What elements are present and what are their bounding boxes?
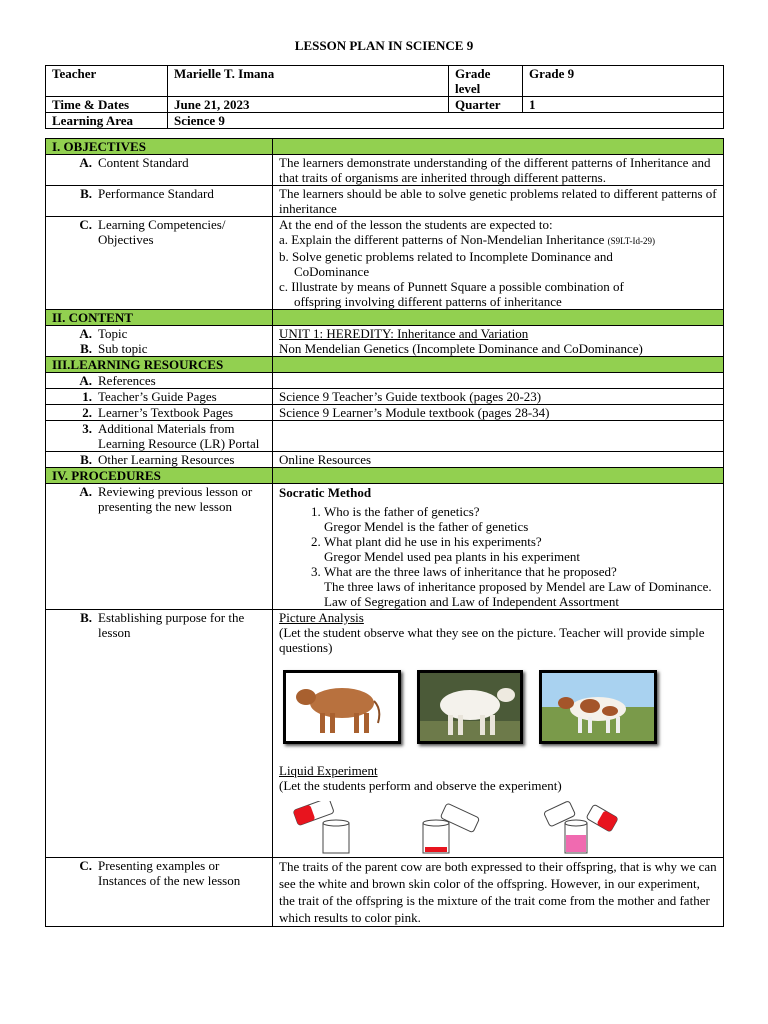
presenting-examples-label: Presenting examples or Instances of the new lesson [98,858,241,888]
item-key: B. [80,610,92,625]
area-label: Learning Area [46,113,168,129]
competency-a: a. Explain the different patterns of Non-Mendelian Inheritance [279,232,605,247]
spotted-cow-image [539,670,657,744]
item-key: A. [79,484,92,499]
liquid-experiment-title: Liquid Experiment [279,763,378,778]
question-list [279,504,717,609]
item-key: 3. [82,421,92,436]
grade-value: Grade 9 [523,66,724,97]
teachers-guide-label: Teacher’s Guide Pages [98,389,217,404]
subtopic-label: Sub topic [98,341,148,356]
item-key: B. [80,452,92,467]
teacher-value: Marielle T. Imana [168,66,449,97]
topic-label: Topic [98,326,128,341]
item-key: C. [79,217,92,232]
content-standard-text: The learners demonstrate understanding of the different patterns of Inheritance and that traits of organisms are inherited through different patterns. [273,155,724,186]
learners-textbook-label: Learner’s Textbook Pages [98,405,234,420]
area-value: Science 9 [168,113,724,129]
content-heading: II. CONTENT [46,310,273,326]
teachers-guide-text: Science 9 Teacher’s Guide textbook (pages 20-23) [273,389,724,405]
item-key: B. [80,186,92,201]
presenting-examples-text: The traits of the parent cow are both expressed to their offspring, that is why we can see the white and brown skin color of the offspring. However, in our experiment, the trait of the offspring is the mixture of the trait come from the mother and father which results to color pink. [273,858,724,927]
procedures-heading-row [46,468,724,484]
competency-c: c. Illustrate by means of Punnett Square a possible combination of [279,279,624,294]
competency-c-cont: offspring involving different patterns of inheritance [294,294,562,309]
picture-analysis-text: (Let the student observe what they see on the picture. Teacher will provide simple questions) [279,625,705,655]
resources-heading: III.LEARNING RESOURCES [46,357,273,373]
question-item: 2. What plant did he use in his experiments? Gregor Mendel used pea plants in his experiment [324,534,717,564]
competencies-text [273,217,724,310]
question-item: 1. Who is the father of genetics? Gregor Mendel is the father of genetics [324,504,717,534]
picture-analysis-title: Picture Analysis [279,610,364,625]
cow-pictures [283,670,717,745]
white-cow-image [417,670,523,744]
question-item: 3. What are the three laws of inheritance that he proposed? The three laws of inheritance proposed by Mendel are Law of Dominance. Law of Segregation and Law of Independent Assortment [324,564,717,609]
item-key: 1. [82,389,92,404]
content-standard-label: Content Standard [98,155,189,170]
subtopic-text: Non Mendelian Genetics (Incomplete Dominance and CoDominance) [273,341,724,357]
performance-standard-label: Performance Standard [98,186,214,201]
objectives-heading: I. OBJECTIVES [46,139,273,155]
quarter-label: Quarter [449,97,523,113]
grade-label: Grade level [449,66,523,97]
purpose-label: Establishing purpose for the lesson [98,610,245,640]
method-title: Socratic Method [279,485,372,500]
content-heading-row [46,310,724,326]
reviewing-label: Reviewing previous lesson or presenting the new lesson [98,484,253,514]
competencies-intro: At the end of the lesson the students are expected to: [279,217,553,232]
references-label: References [98,373,156,388]
item-key: A. [79,155,92,170]
teacher-label: Teacher [46,66,168,97]
performance-standard-text: The learners should be able to solve genetic problems related to different patterns of inheritance [273,186,724,217]
competencies-label: Learning Competencies/ Objectives [98,217,226,247]
liquid-experiment-text: (Let the students perform and observe the experiment) [279,778,562,793]
competency-b-cont: CoDominance [294,264,370,279]
purpose-cell [273,610,724,858]
header-table [45,65,724,129]
item-key: A. [79,326,92,341]
resources-heading-row [46,357,724,373]
topic-text: UNIT 1: HEREDITY: Inheritance and Variation [273,326,724,342]
item-key: 2. [82,405,92,420]
learners-textbook-text: Science 9 Learner’s Module textbook (pages 28-34) [273,405,724,421]
other-resources-text: Online Resources [273,452,724,468]
competency-b: b. Solve genetic problems related to Incomplete Dominance and [279,249,613,264]
item-key: B. [80,341,92,356]
quarter-value: 1 [523,97,724,113]
lesson-table [45,138,724,927]
objectives-heading-row [46,139,724,155]
time-label: Time & Dates [46,97,168,113]
additional-materials-label: Additional Materials from Learning Resource (LR) Portal [98,421,260,451]
socratic-cell [273,484,724,610]
item-key: C. [79,858,92,873]
item-key: A. [79,373,92,388]
procedures-heading: IV. PROCEDURES [46,468,273,484]
liquid-experiment-illustration [279,801,717,857]
date-value: June 21, 2023 [168,97,449,113]
document-title: LESSON PLAN IN SCIENCE 9 [294,38,474,53]
other-resources-label: Other Learning Resources [98,452,235,467]
brown-cow-image [283,670,401,744]
competency-code: (S9LT-Id-29) [607,236,655,246]
